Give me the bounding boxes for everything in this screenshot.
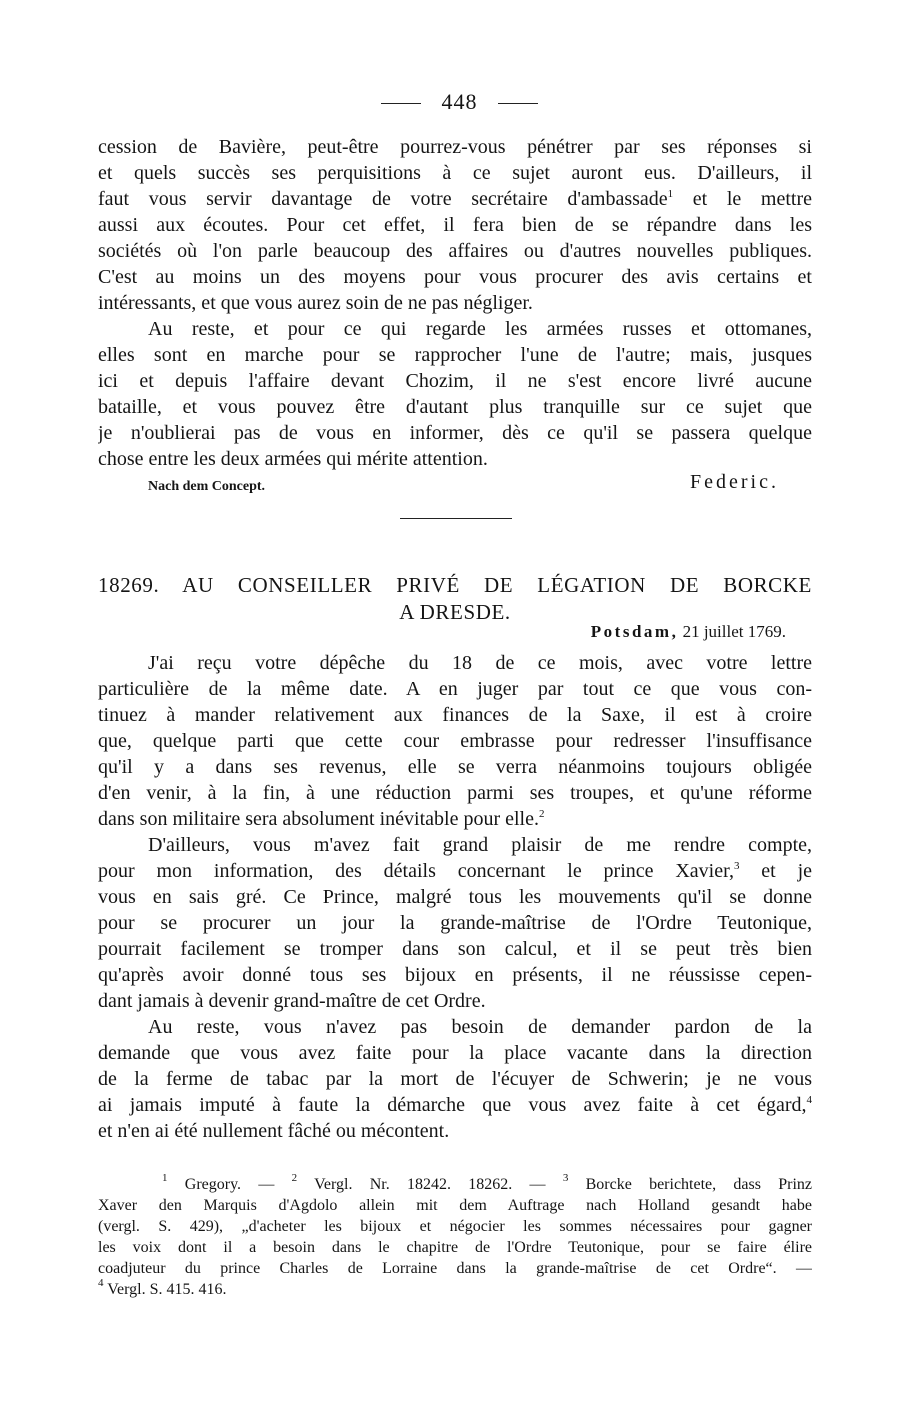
- text-line: vous en sais gré. Ce Prince, malgré tous les mouvements qu'il se donne: [98, 886, 812, 908]
- footnote-ref: 3: [733, 860, 740, 872]
- text-line: J'ai reçu votre dépêche du 18 de ce mois, avec votre lettre: [148, 652, 812, 674]
- letter-destination: A DRESDE.: [399, 600, 511, 624]
- text-line: ici et depuis l'affaire devant Chozim, il ne s'est encore livré aucune: [98, 370, 812, 392]
- text-line: pourrait facilement se tromper dans son calcul, et il se peut très bien: [98, 938, 812, 960]
- footnote-ref: 2: [539, 808, 545, 820]
- text-line: intéressants, et que vous aurez soin de ne pas négliger.: [98, 292, 533, 314]
- footnote-line: (vergl. S. 429), „d'acheter les bijoux et négocier les sommes nécessaires pour gagner: [98, 1218, 812, 1235]
- text-line: d'en venir, à la fin, à une réduction parmi ses troupes, et qu'une réforme: [98, 782, 812, 804]
- text-line: Au reste, vous n'avez pas besoin de demander pardon de la: [148, 1016, 812, 1038]
- footnote-line: [98, 1174, 812, 1195]
- signature: Federic.: [690, 471, 779, 493]
- footnote-marker: 4: [98, 1279, 104, 1289]
- text-line: demande que vous avez faite pour la place vacante dans la direction: [98, 1042, 812, 1064]
- footnote-line: Xaver den Marquis d'Agdolo allein mit dem Auftrage nach Holland gesandt habe: [98, 1197, 812, 1214]
- text-segment: et le mettre: [692, 188, 812, 210]
- dateline: [591, 620, 786, 644]
- text-line: chose entre les deux armées qui mérite attention.: [98, 448, 488, 470]
- text-line: tinuez à mander relativement aux finances de la Saxe, il est à croire: [98, 704, 812, 726]
- text-line: que, quelque parti que cette cour embrasse pour redresser l'insuffisance: [98, 730, 812, 752]
- footnote-line: les voix dont il a besoin dans le chapitre de l'Ordre Teutonique, pour se faire élire: [98, 1239, 812, 1256]
- page-header: [0, 88, 900, 118]
- dateline-date: 21 juillet 1769.: [682, 622, 786, 641]
- text-line: elles sont en marche pour se rapprocher l'une de l'autre; mais, jusques: [98, 344, 812, 366]
- header-rule-left: [381, 103, 421, 104]
- text-line: aussi aux écoutes. Pour cet effet, il fera bien de se répandre dans les: [98, 214, 812, 236]
- text-line: Au reste, et pour ce qui regarde les armées russes et ottomanes,: [148, 318, 812, 340]
- text-line: dant jamais à devenir grand-maître de cet Ordre.: [98, 990, 486, 1012]
- text-line: C'est au moins un des moyens pour vous procurer des avis certains et: [98, 266, 812, 288]
- text-line: qu'il y a dans ses revenus, elle se verra néanmoins toujours obligée: [98, 756, 812, 778]
- text-line: cession de Bavière, peut-être pourrez-vous pénétrer par ses réponses si: [98, 136, 812, 158]
- footnote-ref: 4: [806, 1094, 812, 1106]
- header-rule-right: [498, 103, 538, 104]
- page-number: 448: [441, 89, 478, 114]
- text-line: et n'en ai été nullement fâché ou mécontent.: [98, 1120, 450, 1142]
- section-divider: [400, 518, 512, 519]
- letter-2-body: [98, 650, 812, 1144]
- text-line: je n'oublierai pas de vous en informer, dès ce qu'il se passera quelque: [98, 422, 812, 444]
- text-line: bataille, et vous pouvez être d'autant plus tranquille sur ce sujet que: [98, 396, 812, 418]
- footnotes: [98, 1174, 812, 1300]
- text-line: et quels succès ses perquisitions à ce sujet auront eus. D'ailleurs, il: [98, 162, 812, 184]
- footnote-marker: 2: [291, 1174, 298, 1184]
- text-line: [98, 858, 812, 884]
- text-line: sociétés où l'on parle beaucoup des affaires ou d'autres nouvelles publiques.: [98, 240, 812, 262]
- text-segment: pour mon information, des détails concernant le prince Xavier,: [98, 860, 734, 882]
- text-line: [98, 1092, 812, 1118]
- text-segment: Vergl. Nr. 18242. 18262. —: [314, 1176, 563, 1193]
- dateline-place: Potsdam,: [590, 622, 679, 641]
- letter-number: 18269.: [98, 573, 160, 597]
- footnote-line: [98, 1279, 812, 1300]
- footnote-line: coadjuteur du prince Charles de Lorraine dans la grande-maîtrise de cet Ordre“. —: [98, 1260, 812, 1277]
- footnote-marker: 1: [162, 1174, 168, 1184]
- text-line: particulière de la même date. A en juger par tout ce que vous con-: [98, 678, 812, 700]
- text-segment: dans son militaire sera absolument inévitable pour elle.: [98, 808, 539, 830]
- letter-2-heading: [98, 571, 812, 625]
- source-note: Nach dem Concept.: [148, 479, 266, 494]
- letter-1-body: [98, 134, 812, 472]
- footnote-marker: 3: [562, 1174, 569, 1184]
- footnote-ref: 1: [667, 188, 674, 200]
- text-segment: faut vous servir davantage de votre secrétaire d'ambassade: [98, 188, 668, 210]
- text-line: de la ferme de tabac par la mort de l'écuyer de Schwerin; je ne vous: [98, 1068, 812, 1090]
- text-segment: Gregory. —: [184, 1176, 292, 1193]
- text-segment: Borcke berichtete, dass Prinz: [585, 1176, 812, 1193]
- text-line: qu'après avoir donné tous ses bijoux en présents, il ne réussisse cepen-: [98, 964, 812, 986]
- text-line: D'ailleurs, vous m'avez fait grand plaisir de me rendre compte,: [148, 834, 812, 856]
- text-segment: ai jamais imputé à faute la démarche que vous avez faite à cet égard,: [98, 1094, 807, 1116]
- text-line: [98, 186, 812, 212]
- text-line: pour se procurer un jour la grande-maîtrise de l'Ordre Teutonique,: [98, 912, 812, 934]
- heading-line: [98, 571, 812, 599]
- letter-title: AU CONSEILLER PRIVÉ DE LÉGATION DE BORCKE: [182, 573, 812, 597]
- text-segment: et je: [761, 860, 812, 882]
- text-line: [98, 806, 812, 832]
- text-segment: Vergl. S. 415. 416.: [107, 1281, 227, 1298]
